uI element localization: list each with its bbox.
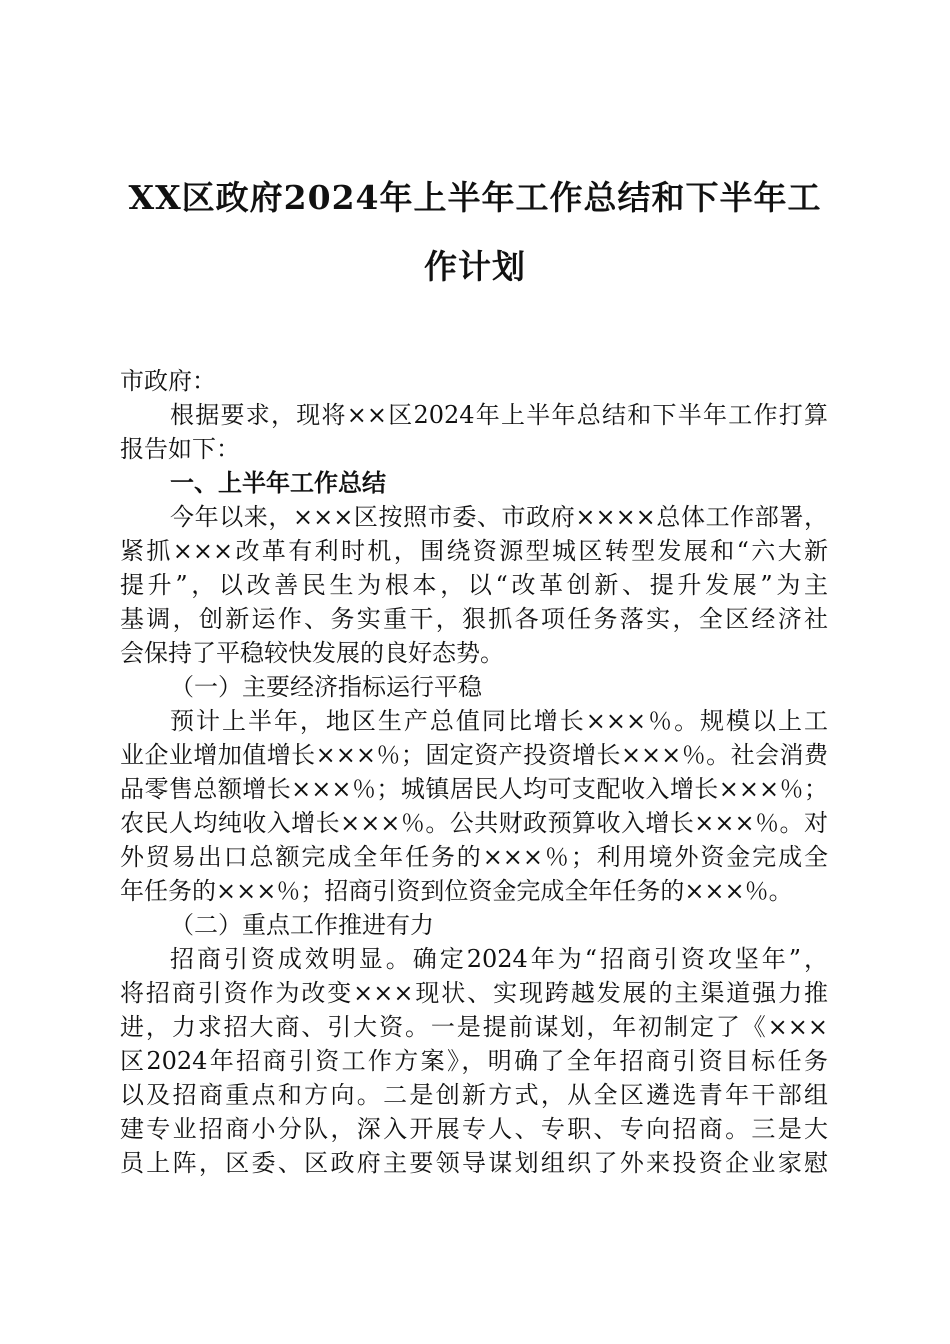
paragraph-line: 招商引资成效明显。确定2024年为“招商引资攻坚年”， <box>170 945 828 973</box>
paragraph-line: 农民人均纯收入增长×××％。公共财政预算收入增长×××％。对 <box>120 809 828 837</box>
paragraph-line: 紧抓×××改革有利时机，围绕资源型城区转型发展和“六大新 <box>120 537 828 565</box>
paragraph-line: 业企业增加值增长×××％；固定资产投资增长×××％。社会消费 <box>120 741 828 769</box>
paragraph-line: 今年以来，×××区按照市委、市政府××××总体工作部署， <box>170 503 828 531</box>
paragraph-line: 外贸易出口总额完成全年任务的×××％；利用境外资金完成全 <box>120 843 828 871</box>
paragraph-line: 品零售总额增长×××％；城镇居民人均可支配收入增长×××％； <box>120 775 828 803</box>
paragraph-line: 提升”，以改善民生为根本，以“改革创新、提升发展”为主 <box>120 571 828 599</box>
paragraph-line: 预计上半年，地区生产总值同比增长×××％。规模以上工 <box>170 707 828 735</box>
paragraph-line: 报告如下： <box>120 435 240 463</box>
subsection-heading: （二）重点工作推进有力 <box>170 911 434 939</box>
paragraph-line: 根据要求，现将××区2024年上半年总结和下半年工作打算 <box>170 401 828 429</box>
paragraph-line: 基调，创新运作、务实重干，狠抓各项任务落实，全区经济社 <box>120 605 828 633</box>
paragraph-line: 会保持了平稳较快发展的良好态势。 <box>120 639 504 667</box>
paragraph-line: 区2024年招商引资工作方案》，明确了全年招商引资目标任务 <box>120 1047 828 1075</box>
document-title-line-2: 作计划 <box>424 247 526 286</box>
paragraph-line: 建专业招商小分队，深入开展专人、专职、专向招商。三是大 <box>120 1115 828 1143</box>
document-title-line-1: XX区政府2024年上半年工作总结和下半年工 <box>128 178 822 217</box>
paragraph-line: 进，力求招大商、引大资。一是提前谋划，年初制定了《××× <box>120 1013 828 1041</box>
paragraph-line: 年任务的×××％；招商引资到位资金完成全年任务的×××％。 <box>120 877 793 905</box>
subsection-heading: （一）主要经济指标运行平稳 <box>170 673 482 701</box>
salutation: 市政府： <box>120 367 216 395</box>
section-heading: 一、上半年工作总结 <box>170 469 386 497</box>
paragraph-line: 员上阵，区委、区政府主要领导谋划组织了外来投资企业家慰 <box>120 1149 828 1177</box>
paragraph-line: 以及招商重点和方向。二是创新方式，从全区遴选青年干部组 <box>120 1081 828 1109</box>
paragraph-line: 将招商引资作为改变×××现状、实现跨越发展的主渠道强力推 <box>120 979 828 1007</box>
